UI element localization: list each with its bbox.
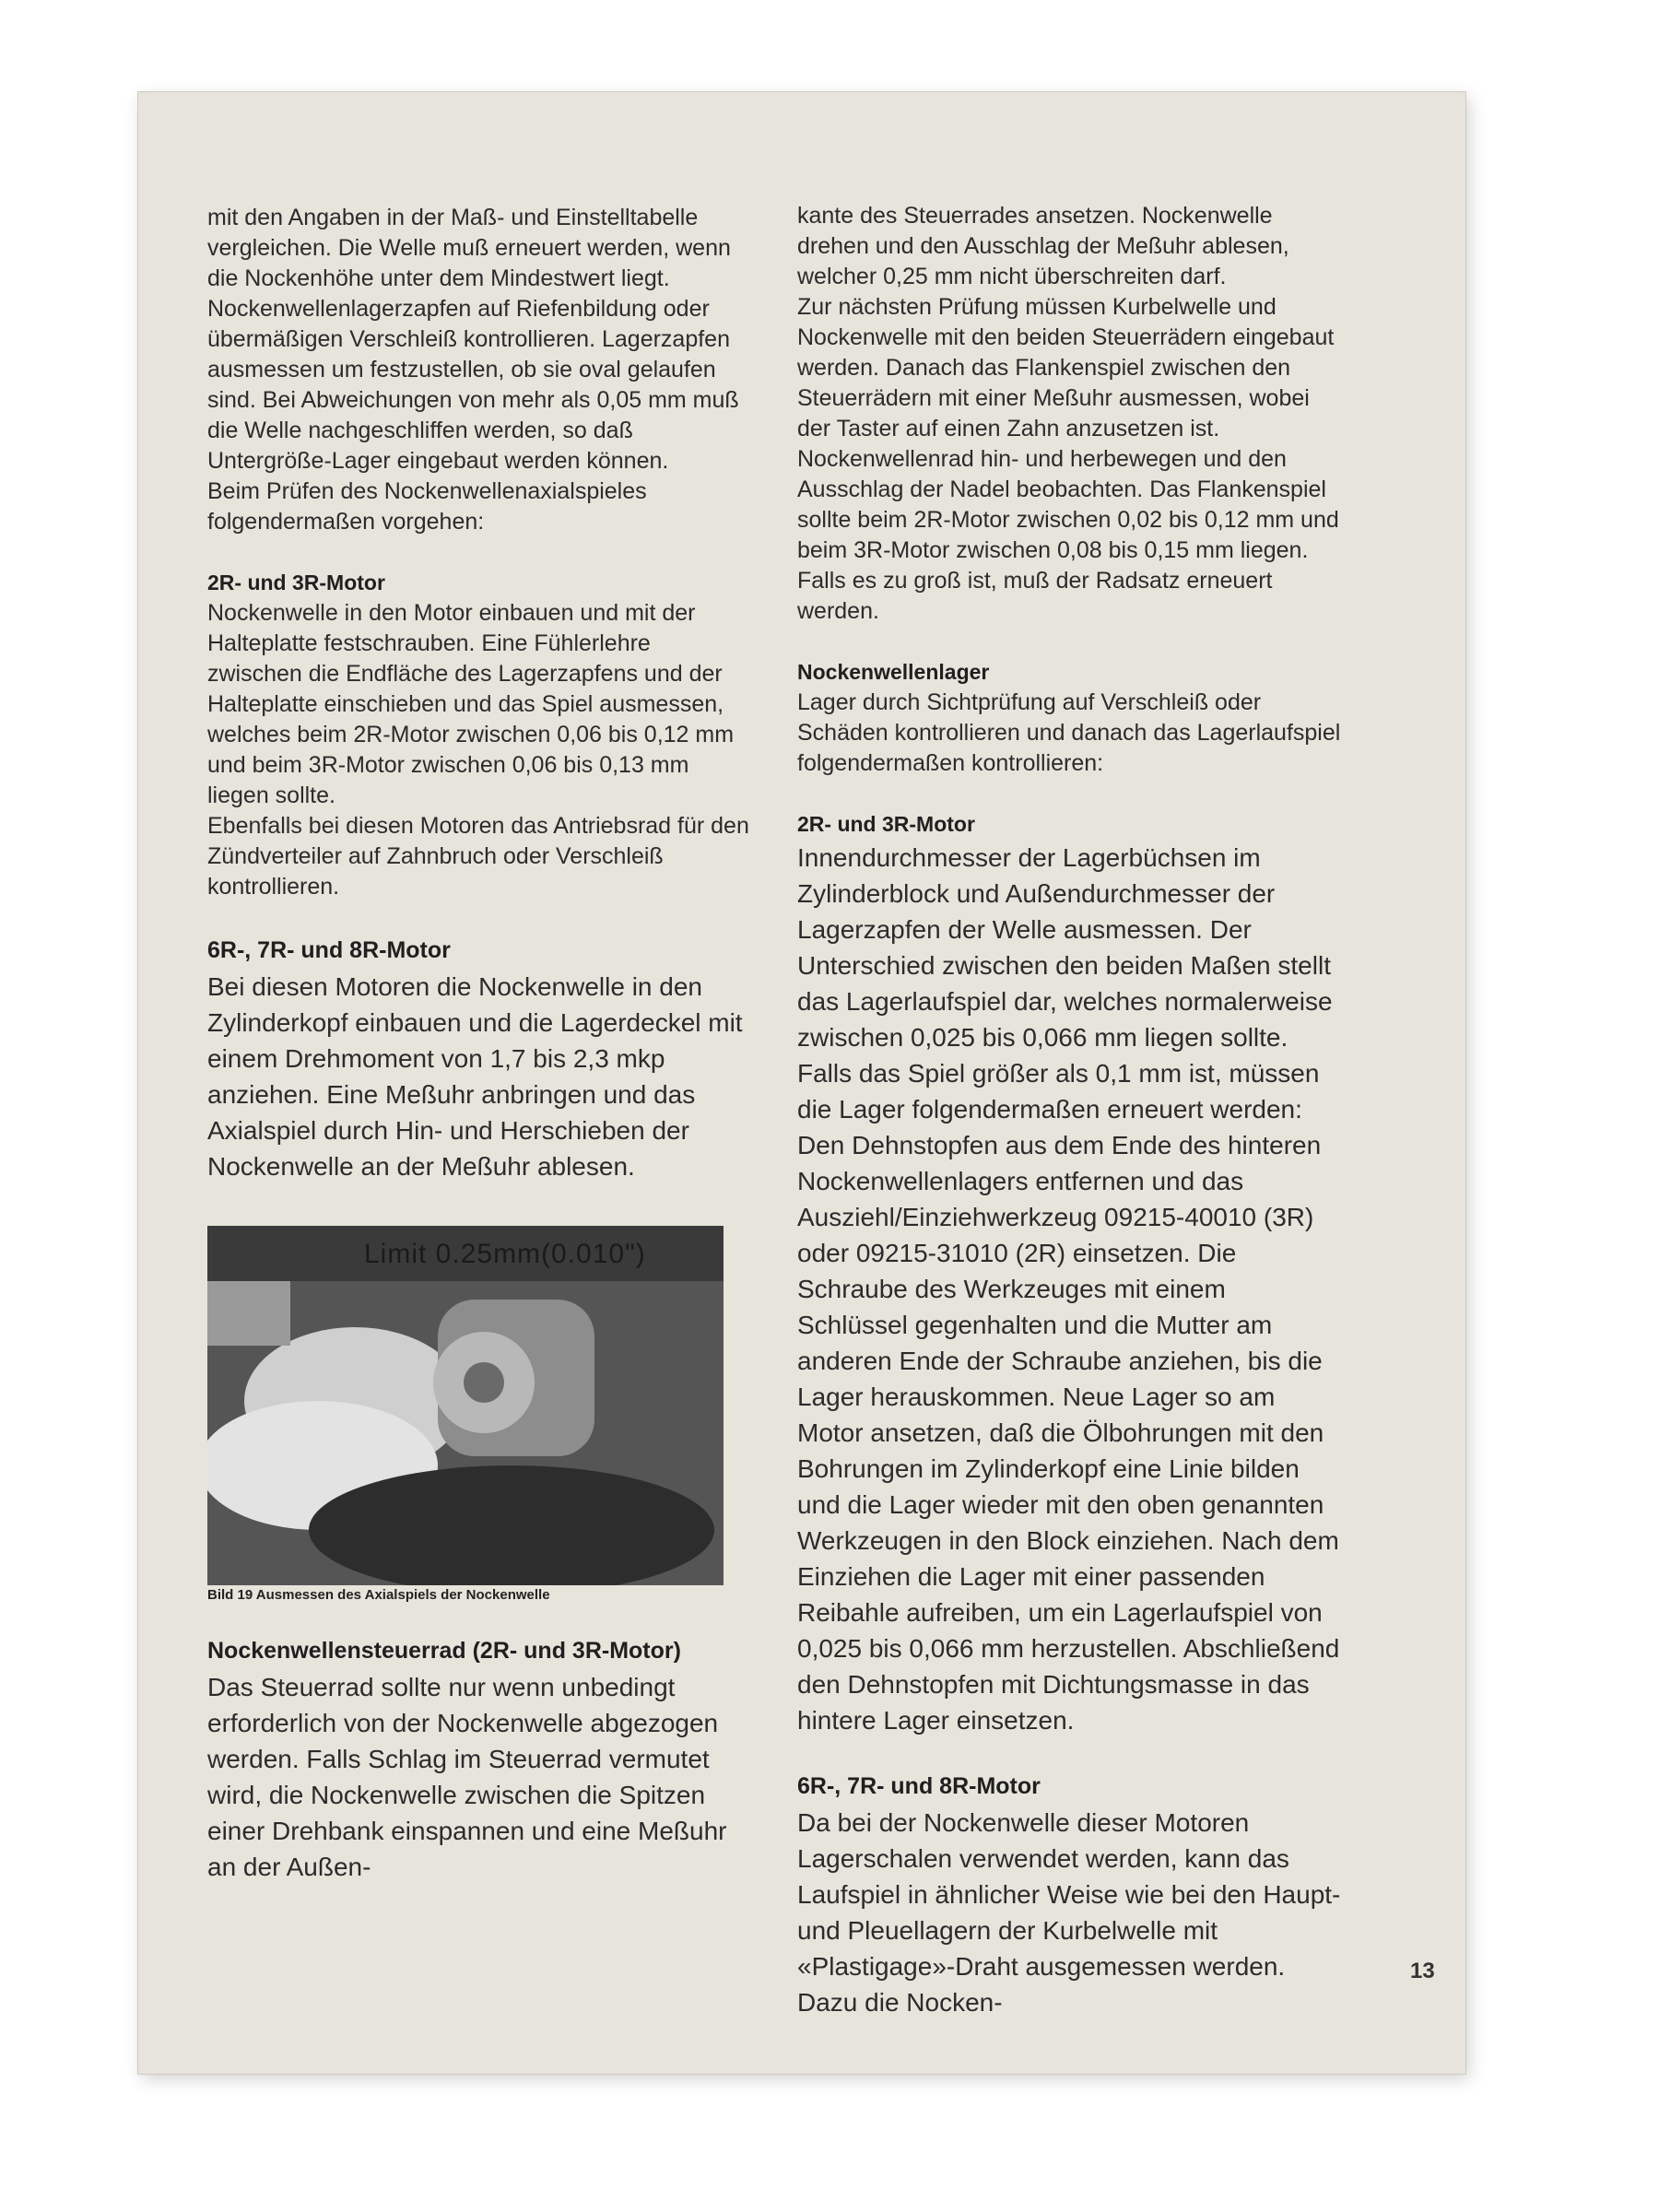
- right-paragraph-3: Lager durch Sichtprüfung auf Verschleiß oder Schäden kontrollieren und danach das Lagerlaufspiel folgendermaßen kontrollieren:: [797, 689, 1341, 776]
- heading-6r-7r-8r-motor: 6R-, 7R- und 8R-Motor: [207, 937, 451, 963]
- figure-label: Limit 0.25mm(0.010"): [364, 1239, 646, 1269]
- figure-photo: [207, 1226, 724, 1585]
- left-column: [207, 203, 751, 1885]
- right-paragraph-2: Zur nächsten Prüfung müssen Kurbelwelle und Nockenwelle mit den beiden Steuerrädern eingebaut werden. Danach das Flankenspiel zwischen den Steuerrädern mit einer Meßuhr ausmessen, wobei der Taster auf einen Zahn anzusetzen ist. Nockenwellenrad hin- und herbewegen und den Ausschlag der Nadel beobachten. Das Flankenspiel sollte beim 2R-Motor zwischen 0,02 bis 0,12 mm und beim 3R-Motor zwischen 0,08 bis 0,15 mm liegen. Falls es zu groß ist, muß der Radsatz erneuert werden.: [797, 294, 1339, 624]
- heading-nockenwellensteuerrad: Nockenwellensteuerrad (2R- und 3R-Motor): [207, 1638, 681, 1664]
- right-column: [797, 201, 1341, 2020]
- heading-2r-3r-motor-right: 2R- und 3R-Motor: [797, 812, 975, 836]
- heading-6r-7r-8r-motor-right: 6R-, 7R- und 8R-Motor: [797, 1773, 1041, 1799]
- figure-caption: Bild 19 Ausmessen des Axialspiels der Nockenwelle: [207, 1587, 550, 1603]
- left-paragraph-5: Ebenfalls bei diesen Motoren das Antriebsrad für den Zündverteiler auf Zahnbruch oder Verschleiß kontrollieren.: [207, 813, 749, 900]
- right-paragraph-5: Den Dehnstopfen aus dem Ende des hinteren Nockenwellenlagers entfernen und das Ausziehl/Einziehwerkzeug 09215-40010 (3R) oder 09215-31010 (2R) einsetzen. Die Schraube des Werkzeuges mit einem Schlüssel gegenhalten und die Mutter am anderen Ende der Schraube anziehen, bis die Lager herauskommen. Neue Lager so am Motor ansetzen, daß die Ölbohrungen mit den Bohrungen im Zylinderkopf eine Linie bilden und die Lager wieder mit den oben genannten Werkzeugen in den Block einziehen. Nach dem Einziehen die Lager mit einer passenden Reibahle aufreiben, um ein Lagerlaufspiel von 0,025 bis 0,066 mm herzustellen. Abschließend den Dehnstopfen mit Dichtungsmasse in das hintere Lager einsetzen.: [797, 1131, 1340, 1735]
- right-paragraph-6: Da bei der Nockenwelle dieser Motoren Lagerschalen verwendet werden, kann das Laufspiel in ähnlicher Weise wie bei den Haupt- und Pleuellagern der Kurbelwelle mit «Plastigage»-Draht ausgemessen werden. Dazu die Nocken-: [797, 1808, 1341, 2017]
- left-paragraph-4: Nockenwelle in den Motor einbauen und mit der Halteplatte festschrauben. Eine Fühlerlehre zwischen die Endfläche des Lagerzapfens und der Halteplatte einschieben und das Spiel ausmessen, welches beim 2R-Motor zwischen 0,06 bis 0,12 mm und beim 3R-Motor zwischen 0,06 bis 0,13 mm liegen sollte.: [207, 600, 735, 808]
- heading-2r-3r-motor: 2R- und 3R-Motor: [207, 571, 385, 594]
- right-paragraph-1: kante des Steuerrades ansetzen. Nockenwelle drehen und den Ausschlag der Meßuhr ablesen, welcher 0,25 mm nicht überschreiten darf.: [797, 203, 1289, 289]
- left-paragraph-3: Beim Prüfen des Nockenwellenaxialspieles folgendermaßen vorgehen:: [207, 478, 647, 535]
- page-number: 13: [1410, 1959, 1435, 1983]
- left-paragraph-6: Bei diesen Motoren die Nockenwelle in den Zylinderkopf einbauen und die Lagerdeckel mit einem Drehmoment von 1,7 bis 2,3 mkp anziehen. Eine Meßuhr anbringen und das Axialspiel durch Hin- und Herschieben der Nockenwelle an der Meßuhr ablesen.: [207, 972, 743, 1181]
- heading-nockenwellenlager: Nockenwellenlager: [797, 660, 990, 684]
- right-paragraph-4: Innendurchmesser der Lagerbüchsen im Zylinderblock und Außendurchmesser der Lagerzapfen der Welle ausmessen. Der Unterschied zwischen den beiden Maßen stellt das Lagerlaufspiel dar, welches normalerweise zwischen 0,025 bis 0,066 mm liegen sollte. Falls das Spiel größer als 0,1 mm ist, müssen die Lager folgendermaßen erneuert werden:: [797, 843, 1333, 1124]
- document-page: [138, 92, 1465, 2074]
- camshaft-photo-illustration: [207, 1226, 724, 1585]
- left-paragraph-7: Das Steuerrad sollte nur wenn unbedingt erforderlich von der Nockenwelle abgezogen werden. Falls Schlag im Steuerrad vermutet wird, die Nockenwelle zwischen die Spitzen einer Drehbank einspannen und eine Meßuhr an der Außen-: [207, 1673, 727, 1881]
- left-paragraph-2: Nockenwellenlagerzapfen auf Riefenbildung oder übermäßigen Verschleiß kontrollieren. Lagerzapfen ausmessen um festzustellen, ob sie oval gelaufen sind. Bei Abweichungen von mehr als 0,05 mm muß die Welle nachgeschliffen werden, so daß Untergröße-Lager eingebaut werden können.: [207, 296, 739, 474]
- left-paragraph-1: mit den Angaben in der Maß- und Einstelltabelle vergleichen. Die Welle muß erneuert werden, wenn die Nockenhöhe unter dem Mindestwert liegt.: [207, 205, 731, 291]
